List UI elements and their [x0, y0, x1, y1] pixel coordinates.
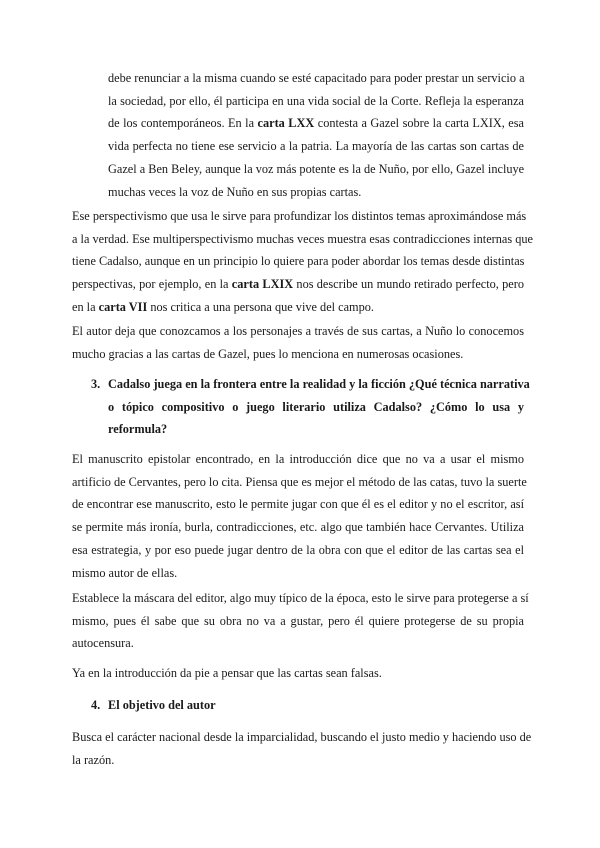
text-line: esa estrategia, y por eso puede jugar dentro de la obra con que el editor de las cartas sea el — [72, 542, 524, 557]
text-line: de encontrar ese manuscrito, esto le permite jugar con que él es el editor y no el escritor, así — [72, 497, 524, 512]
text-line: Establece la máscara del editor, algo muy típico de la época, esto le sirve para protegerse a sí — [72, 591, 529, 605]
text-line: Busca el carácter nacional desde la imparcialidad, buscando el justo medio y haciendo uso de — [72, 730, 532, 744]
text-line: en la carta VII nos critica a una persona que vive del campo. — [72, 299, 374, 314]
text-line: a la verdad. Ese multiperspectivismo muchas veces muestra esas contradicciones internas que — [72, 231, 533, 246]
paragraph-introduccion — [72, 662, 524, 685]
text-line: muchas veces la voz de Nuño en sus propias cartas. — [108, 184, 362, 199]
text-line: Ya en la introducción da pie a pensar que las cartas sean falsas. — [72, 666, 382, 680]
text-line: autocensura. — [72, 636, 134, 651]
text-line: la razón. — [72, 752, 115, 767]
paragraph-mascara-editor — [72, 587, 529, 655]
paragraph-manuscrito — [72, 448, 527, 584]
text-line: artificio de Cervantes, pero lo cita. Piensa que es mejor el método de las catas, tuvo la suerte — [72, 474, 527, 489]
heading-number: 3. — [91, 377, 101, 391]
text-line: Ese perspectivismo que usa le sirve para profundizar los distintos temas aproximándose más — [72, 209, 527, 223]
text-line: se permite más ironía, burla, contradicciones, etc. algo que también hace Cervantes. Utiliza — [72, 520, 524, 535]
text-line: mismo, pues él sabe que su obra no va a gustar, pero él quiere protegerse de su propia — [72, 613, 524, 628]
text-line: El autor deja que conozcamos a los personajes a través de sus cartas, a Nuño lo conocemos — [72, 324, 524, 338]
text-line: Gazel a Ben Beley, aunque la voz más potente es la de Nuño, por ello, Gazel incluye — [108, 161, 525, 176]
text-line: tiene Cadalso, aunque en un principio lo quiere para poder abordar los temas desde distintas — [72, 254, 525, 269]
paragraph-quote-continuation — [108, 67, 524, 203]
section-heading-3 — [91, 373, 530, 441]
paragraph-perspectivismo — [72, 205, 533, 319]
bold-carta-lxx: carta LXX — [257, 116, 315, 131]
bold-carta-lxix: carta LXIX — [231, 277, 294, 292]
heading-number: 4. — [91, 698, 101, 712]
paragraph-autor-personajes — [72, 320, 524, 365]
text-line: perspectivas, por ejemplo, en la carta LXIX nos describe un mundo retirado perfecto, pero — [72, 277, 525, 292]
text-line: la sociedad, por ello, él participa en una vida social de la Corte. Refleja la esperanza — [108, 93, 524, 108]
heading-line: Cadalso juega en la frontera entre la realidad y la ficción ¿Qué técnica narrativa — [108, 377, 530, 391]
section-heading-4 — [91, 694, 524, 717]
heading-line: reformula? — [108, 422, 168, 437]
text-line: mismo autor de ellas. — [72, 565, 178, 580]
bold-carta-vii: carta VII — [98, 299, 148, 314]
paragraph-objetivo — [72, 726, 532, 771]
text-line: El manuscrito epistolar encontrado, en la introducción dice que no va a usar el mismo — [72, 452, 524, 466]
text-line: debe renunciar a la misma cuando se esté capacitado para poder prestar un servicio a — [108, 71, 525, 85]
text-line: mucho gracias a las cartas de Gazel, pues lo menciona en numerosas ocasiones. — [72, 346, 464, 361]
heading-line: o tópico compositivo o juego literario utiliza Cadalso? ¿Cómo lo usa y — [108, 399, 524, 414]
text-line: de los contemporáneos. En la carta LXX contesta a Gazel sobre la carta LXIX, esa — [108, 116, 524, 131]
heading-line: El objetivo del autor — [108, 698, 216, 712]
text-line: vida perfecta no tiene ese servicio a la patria. La mayoría de las cartas son cartas de — [108, 139, 524, 154]
